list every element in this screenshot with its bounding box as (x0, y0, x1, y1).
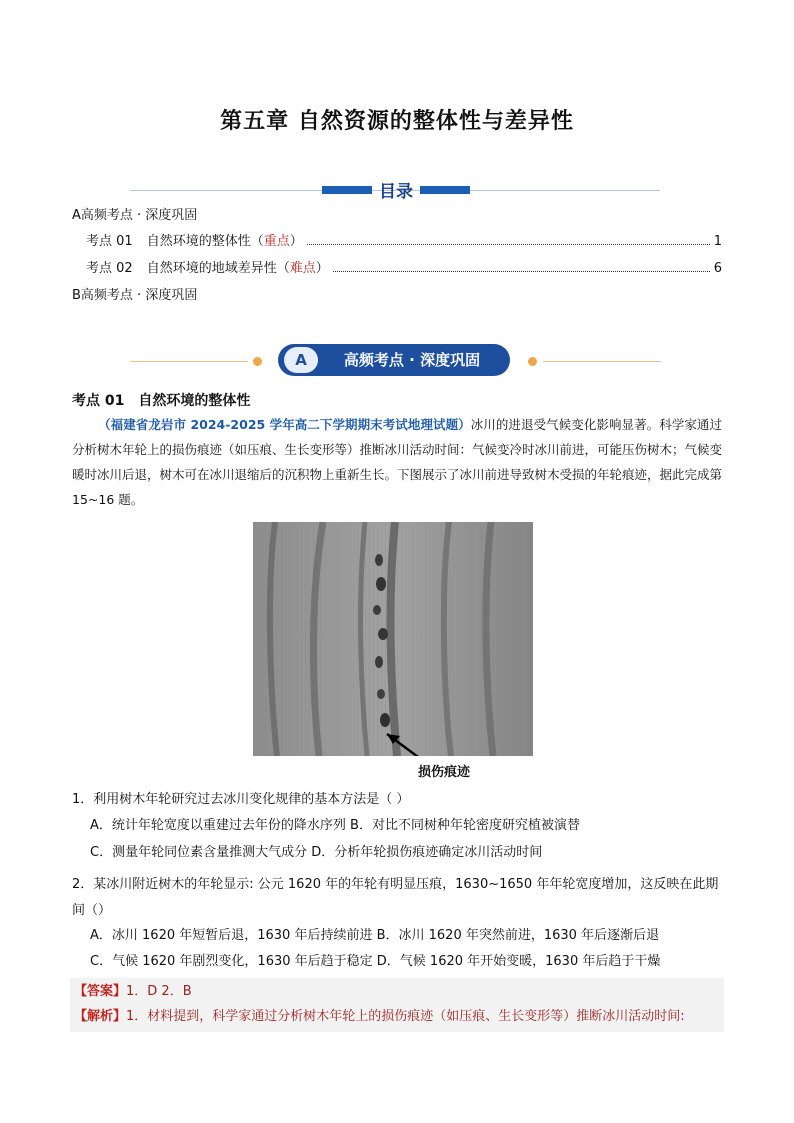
question-source: （福建省龙岩市 2024-2025 学年高二下学期期末考试地理试题） (98, 417, 471, 432)
question-1-stem: 1．利用树木年轮研究过去冰川变化规律的基本方法是（ ） (72, 792, 410, 807)
banner-dot-right (528, 357, 537, 366)
toc-item-title: 自然环境的整体性（ (146, 234, 264, 249)
figure-callout: 损伤痕迹 (418, 765, 471, 780)
banner-line-left (130, 361, 248, 362)
section-banner-text: 高频考点 · 深度巩固 (343, 351, 481, 369)
toc-item-label: 考点 01 (86, 234, 133, 249)
kaodian-heading (72, 390, 250, 410)
question-2-stem: 2．某冰川附近树木的年轮显示: 公元 1620 年的年轮有明显压痕，1630~1650 年年轮宽度增加，这反映在此期间（） (72, 877, 719, 918)
toc-accent-right (420, 186, 470, 194)
toc-item-1[interactable] (86, 230, 722, 249)
question-2-options-row-2[interactable]: C．气候 1620 年剧烈变化，1630 年后趋于稳定 D．气候 1620 年开始变暖，1630 年后趋于干燥 (90, 954, 661, 969)
toc-item-tag: 重点 (263, 234, 290, 249)
toc-item-label: 考点 02 (86, 261, 133, 276)
toc-item-page: 6 (713, 261, 722, 276)
answer-label: 【答案】 (74, 984, 127, 999)
answer-line (74, 981, 192, 1003)
question-1-options-row-2[interactable]: C．测量年轮同位素含量推测大气成分 D．分析年轮损伤痕迹确定冰川活动时间 (90, 845, 543, 860)
analysis-line (74, 1006, 722, 1028)
toc-heading: 目录 (379, 182, 413, 202)
answer-text: 1．D 2．B (126, 984, 192, 999)
toc-leader-dots (307, 244, 710, 245)
banner-line-right (543, 361, 661, 362)
section-badge: A (284, 347, 318, 373)
passage-text: 冰川的进退受气候变化影响显著。科学家通过分析树木年轮上的损伤痕迹（如压痕、生长变形等）推断冰川活动时间：气候变冷时冰川前进，可能压伤树木；气候变暖时冰川后退，树木可在冰川退缩后的沉积物上重新生长。下图展示了冰川前进导致树木受损的年轮痕迹，据此完成第 15~16 题。 (72, 417, 723, 507)
toc-item-tag: 难点 (289, 261, 316, 276)
question-1-options-row-1[interactable]: A．统计年轮宽度以重建过去年份的降水序列 B．对比不同树种年轮密度研究植被演替 (90, 818, 580, 833)
analysis-label: 【解析】 (74, 1009, 127, 1024)
toc-item-2[interactable] (86, 257, 722, 276)
kaodian-title: 自然环境的整体性 (138, 393, 251, 409)
toc-item-title: 自然环境的地域差异性（ (146, 261, 290, 276)
analysis-text: 1．材料提到，科学家通过分析树木年轮上的损伤痕迹（如压痕、生长变形等）推断冰川活动时间: (126, 1009, 685, 1024)
toc-item-page: 1 (713, 234, 722, 249)
toc-item-close: ） (289, 234, 303, 249)
tree-ring-photo (253, 522, 533, 756)
toc-section-a[interactable]: A高频考点 · 深度巩固 (72, 208, 198, 223)
toc-section-b[interactable]: B高频考点 · 深度巩固 (72, 288, 198, 303)
kaodian-label: 考点 01 (72, 393, 125, 409)
question-2-options-row-1[interactable]: A．冰川 1620 年短暂后退，1630 年后持续前进 B．冰川 1620 年突然前进，1630 年后逐渐后退 (90, 928, 660, 943)
banner-dot-left (253, 357, 262, 366)
toc-leader-dots (333, 271, 710, 272)
page-title: 第五章 自然资源的整体性与差异性 (220, 109, 574, 134)
question-passage (72, 412, 722, 512)
toc-accent-left (322, 186, 372, 194)
toc-item-close: ） (315, 261, 329, 276)
